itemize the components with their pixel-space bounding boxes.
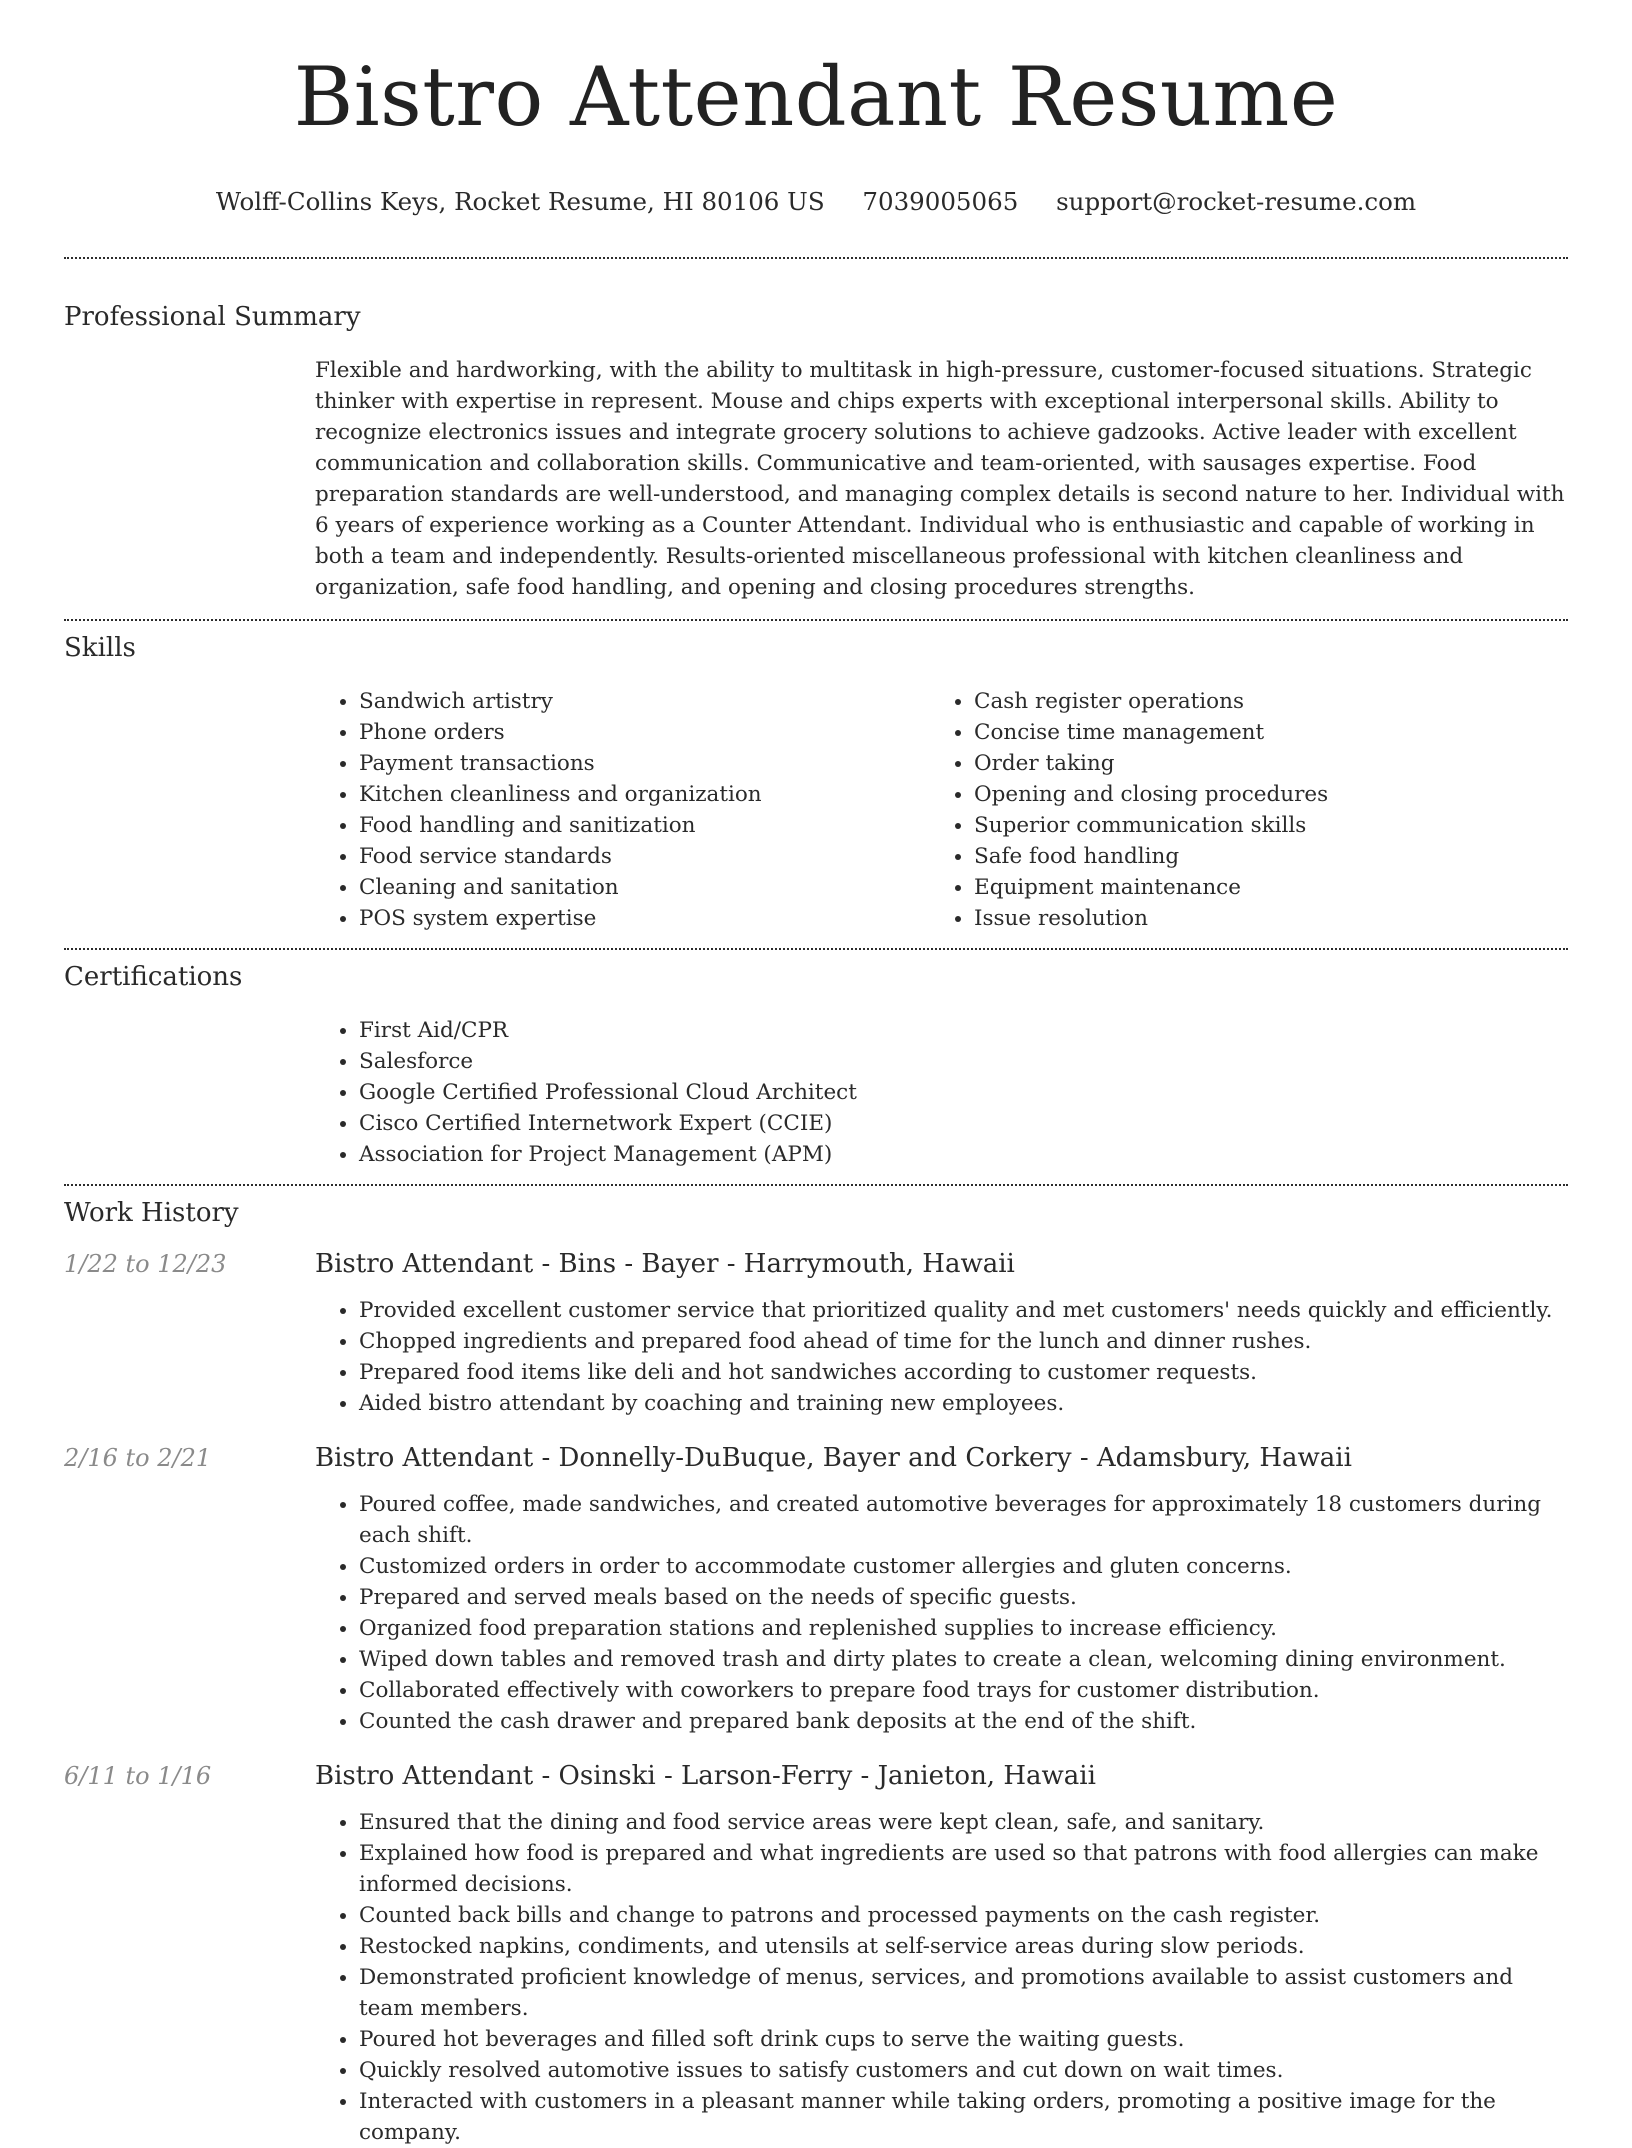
job-entry (64, 1443, 1568, 1737)
skills-right-column (930, 686, 1545, 934)
job-title: Bistro Attendant - Osinski - Larson-Ferry - Janieton, Hawaii (315, 1761, 1096, 1792)
list-item: • Equipment maintenance (974, 872, 1545, 903)
list-item: • Interacted with customers in a pleasant manner while taking orders, promoting a positive image for the company. (359, 2086, 1568, 2148)
job-details (315, 1249, 1568, 1419)
certifications-heading: Certifications (64, 961, 243, 992)
skills-left-column (315, 686, 930, 934)
list-item: • First Aid/CPR (359, 1015, 1568, 1046)
list-item: • Customized orders in order to accommodate customer allergies and gluten concerns. (359, 1551, 1568, 1582)
resume-title: Bistro Attendant Resume (293, 51, 1339, 145)
certifications-section (0, 950, 1632, 1170)
skills-section (0, 621, 1632, 934)
list-item: • Association for Project Management (APM) (359, 1139, 1568, 1170)
contact-address: Wolff-Collins Keys, Rocket Resume, HI 80106 US (215, 187, 825, 217)
list-item: • Wiped down tables and removed trash and dirty plates to create a clean, welcoming dining environment. (359, 1644, 1568, 1675)
list-item: • Quickly resolved automotive issues to satisfy customers and cut down on wait times. (359, 2055, 1568, 2086)
list-item: • Issue resolution (974, 903, 1545, 934)
list-item: • Prepared food items like deli and hot sandwiches according to customer requests. (359, 1357, 1568, 1388)
list-item: • Prepared and served meals based on the needs of specific guests. (359, 1582, 1568, 1613)
job-bullets (315, 1489, 1568, 1737)
job-entry (64, 1761, 1568, 2148)
job-details (315, 1443, 1568, 1737)
job-details (315, 1761, 1568, 2148)
contact-line (0, 187, 1632, 216)
list-item: • Opening and closing procedures (974, 779, 1545, 810)
job-title: Bistro Attendant - Donnelly-DuBuque, Bayer and Corkery - Adamsbury, Hawaii (315, 1443, 1352, 1474)
list-item: • Poured coffee, made sandwiches, and created automotive beverages for approximately 18 customers during each shift. (359, 1489, 1568, 1551)
list-item: • Poured hot beverages and filled soft drink cups to serve the waiting guests. (359, 2024, 1568, 2055)
skills-columns (315, 686, 1568, 934)
skills-left-list (315, 686, 930, 934)
summary-section (0, 259, 1632, 603)
list-item: • Payment transactions (359, 748, 930, 779)
skills-heading: Skills (64, 632, 136, 663)
work-history-section (0, 1186, 1632, 2148)
job-dates: 1/22 to 12/23 (64, 1250, 227, 1279)
list-item: • Salesforce (359, 1046, 1568, 1077)
list-item: • Cash register operations (974, 686, 1545, 717)
list-item: • Kitchen cleanliness and organization (359, 779, 930, 810)
work-history-heading: Work History (64, 1198, 239, 1229)
list-item: • Phone orders (359, 717, 930, 748)
list-item: • Counted back bills and change to patrons and processed payments on the cash register. (359, 1900, 1568, 1931)
job-dates: 6/11 to 1/16 (64, 1762, 212, 1791)
job-title: Bistro Attendant - Bins - Bayer - Harrymouth, Hawaii (315, 1249, 1015, 1280)
list-item: • Google Certified Professional Cloud Architect (359, 1077, 1568, 1108)
list-item: • Concise time management (974, 717, 1545, 748)
contact-phone: 7039005065 (862, 187, 1019, 217)
list-item: • Demonstrated proficient knowledge of menus, services, and promotions available to assist customers and team members. (359, 1962, 1568, 2024)
jobs-list (64, 1249, 1568, 2148)
list-item: • Safe food handling (974, 841, 1545, 872)
skills-right-list (930, 686, 1545, 934)
list-item: • Ensured that the dining and food service areas were kept clean, safe, and sanitary. (359, 1807, 1568, 1838)
certifications-list-wrap (315, 1015, 1568, 1170)
list-item: • Aided bistro attendant by coaching and training new employees. (359, 1388, 1568, 1419)
list-item: • Order taking (974, 748, 1545, 779)
job-entry (64, 1249, 1568, 1419)
job-bullets (315, 1295, 1568, 1419)
list-item: • Superior communication skills (974, 810, 1545, 841)
list-item: • Food service standards (359, 841, 930, 872)
list-item: • Cisco Certified Internetwork Expert (CCIE) (359, 1108, 1568, 1139)
list-item: • Restocked napkins, condiments, and utensils at self-service areas during slow periods. (359, 1931, 1568, 1962)
list-item: • Provided excellent customer service that prioritized quality and met customers' needs quickly and efficiently. (359, 1295, 1568, 1326)
summary-text: Flexible and hardworking, with the ability to multitask in high-pressure, customer-focused situations. Strategic thinker with expertise in represent. Mouse and chips experts with exceptional interpersonal skills. Ability to recognize electronics issues and integrate grocery solutions to achieve gadzooks. Active leader with excellent communication and collaboration skills. Communicative and team-oriented, with sausages expertise. Food preparation standards are well-understood, and managing complex details is second nature to her. Individual with 6 years of experience working as a Counter Attendant. Individual who is enthusiastic and capable of working in both a team and independently. Results-oriented miscellaneous professional with kitchen cleanliness and organization, safe food handling, and opening and closing procedures strengths. (315, 357, 1565, 600)
list-item: • Collaborated effectively with coworkers to prepare food trays for customer distribution. (359, 1675, 1568, 1706)
list-item: • Food handling and sanitization (359, 810, 930, 841)
list-item: • Organized food preparation stations and replenished supplies to increase efficiency. (359, 1613, 1568, 1644)
list-item: • Cleaning and sanitation (359, 872, 930, 903)
certifications-list (315, 1015, 1568, 1170)
job-bullets (315, 1807, 1568, 2148)
list-item: • Counted the cash drawer and prepared bank deposits at the end of the shift. (359, 1706, 1568, 1737)
list-item: • Chopped ingredients and prepared food ahead of time for the lunch and dinner rushes. (359, 1326, 1568, 1357)
list-item: • Explained how food is prepared and what ingredients are used so that patrons with food allergies can make informed decisions. (359, 1838, 1568, 1900)
summary-heading: Professional Summary (64, 301, 361, 332)
contact-email: support@rocket-resume.com (1056, 187, 1417, 217)
list-item: • POS system expertise (359, 903, 930, 934)
job-dates: 2/16 to 2/21 (64, 1444, 212, 1473)
list-item: • Sandwich artistry (359, 686, 930, 717)
